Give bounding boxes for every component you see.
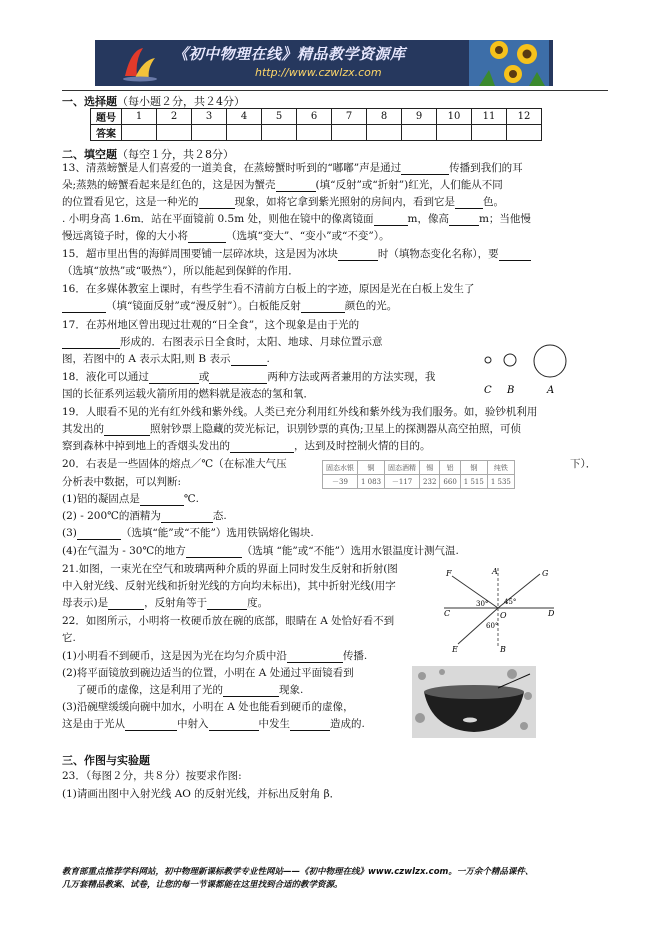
blank[interactable] (149, 372, 199, 384)
ray-label: A (492, 567, 498, 576)
q21-text: 21.如图，一束光在空气和玻璃两种介质的界面上同时发生反射和折射(图 (62, 563, 398, 575)
question-20-part3 (62, 526, 314, 540)
answer-cell[interactable] (297, 125, 332, 141)
melt-header: 钢 (460, 461, 487, 475)
blank[interactable] (207, 598, 247, 610)
question-22-part3b (62, 717, 365, 731)
question-19-line2 (62, 422, 521, 436)
answer-number: 4 (227, 109, 262, 125)
answer-number: 12 (507, 109, 542, 125)
blank[interactable] (455, 197, 483, 209)
melt-value: 232 (420, 475, 440, 489)
answer-number: 2 (157, 109, 192, 125)
answer-row-label: 答案 (91, 125, 122, 141)
q18-text: 两种方法或两者兼用的方法实现，我 (267, 371, 436, 383)
banner-title: 《初中物理在线》精品教学资源库 (173, 45, 406, 63)
q20-text: 分析表中数据，可以判断: (62, 476, 182, 488)
blank[interactable] (140, 494, 184, 506)
q20-text: （选填 “能”或“不能”）选用水银温度计测气温. (241, 545, 459, 557)
q14-text: m；当他慢 (478, 213, 531, 225)
q22-text: 了硬币的虚像，这是利用了光的 (76, 684, 223, 696)
q14-text: （选填“变大”、“变小”或“不变”）。 (226, 230, 390, 242)
question-20-part4 (62, 544, 459, 558)
diagram-label-b: B (507, 385, 515, 396)
q22-text: 它. (62, 632, 76, 644)
melting-point-table (322, 460, 540, 488)
blank[interactable] (290, 719, 330, 731)
question-14-line1 (62, 212, 531, 226)
question-13-line3 (62, 195, 504, 209)
question-15-line1 (62, 247, 531, 261)
answer-cell[interactable] (402, 125, 437, 141)
diagram-label-a: A (547, 385, 555, 396)
q16-text: 16．在多媒体教室上课时，有些学生看不清前方白板上的字迹，原因是光在白板上发生了 (62, 283, 475, 295)
blank[interactable] (301, 301, 345, 313)
section2-title: 二、填空题 (62, 148, 117, 161)
q21-text: 中入射光线、反射光线和折射光线的方向均未标出)，其中折射光线(用字 (62, 580, 396, 592)
q15-text: 时（填物态变化名称），要 (377, 248, 499, 260)
q19-text: 其发出的 (62, 423, 104, 435)
answer-cell[interactable] (122, 125, 157, 141)
q16-text: 颜色的光。 (344, 300, 398, 312)
q21-text: ，反射角等于 (144, 597, 208, 609)
q22-text: 传播. (342, 650, 368, 662)
ray-label: D (548, 609, 555, 618)
question-17-line1 (62, 318, 359, 332)
q20-text: (3) (62, 527, 77, 539)
answer-number: 5 (262, 109, 297, 125)
q14-text: . 小明身高 1.6m．站在平面镜前 0.5m 处，则他在镜中的像离镜面 (62, 213, 374, 225)
blank[interactable] (104, 424, 150, 436)
q18-text: 或 (198, 371, 210, 383)
q22-text: 22．如图所示，小明将一枚硬币放在碗的底部，眼睛在 A 处恰好看不到 (62, 615, 395, 627)
melt-header: 铝 (440, 461, 460, 475)
melt-value: 1 535 (487, 475, 514, 489)
q19-text: 照射钞票上隐藏的荧光标记，识别钞票的真伪;卫星上的探测器从高空拍照，可侦 (150, 423, 522, 435)
earth-circle (504, 354, 516, 366)
answer-table-number-row (91, 109, 542, 125)
section1-heading (62, 93, 245, 109)
section3-title: 三、作图与实验题 (62, 754, 150, 767)
question-13-line2 (62, 178, 503, 192)
question-20-line1 (62, 457, 287, 471)
q20-text: ℃. (183, 493, 199, 505)
question-19-line3 (62, 439, 431, 453)
question-15-line2 (62, 264, 299, 278)
q14-text: m，像高 (407, 213, 449, 225)
question-22-part1 (62, 649, 367, 663)
question-17-line2 (62, 335, 383, 349)
q21-text: 度。 (247, 597, 269, 609)
answer-cell[interactable] (227, 125, 262, 141)
q19-text: 19．人眼看不见的光有红外线和紫外线。人类已充分利用红外线和紫外线为我们服务。如，验钞机利用 (62, 406, 538, 418)
melt-value: －117 (385, 475, 420, 489)
q15-text: （选填“放热”或“吸热”），所以能起到保鲜的作用． (62, 265, 299, 277)
number-row-label: 题号 (91, 109, 122, 125)
q22-text: 现象. (279, 684, 304, 696)
q13-text: (填“反射”或“折射”)红光，人们能从不同 (315, 179, 503, 191)
answer-cell[interactable] (262, 125, 297, 141)
q13-text: 的位置看见它，这是一种光的 (62, 196, 199, 208)
ray-label: G (542, 569, 549, 578)
question-22-part2 (62, 666, 354, 680)
blank[interactable] (276, 180, 316, 192)
answer-number: 1 (122, 109, 157, 125)
angle-label: 45° (504, 598, 517, 606)
question-20-part1 (62, 492, 199, 506)
section1-note: （每小题２分，共２4分） (117, 95, 245, 108)
q20-text: (2) - 200℃的酒精为 (62, 510, 161, 522)
q22-text: (2)将平面镜放到碗边适当的位置，小明在 A 处通过平面镜看到 (62, 667, 354, 679)
ray-label: F (446, 569, 452, 578)
q21-text: 母表示)是 (62, 597, 109, 609)
footer-line2: 几万套精品教案、试卷，让您的每一节课都能在这里找到合适的教学资源。 (62, 880, 343, 890)
q17-text: 17．在苏州地区曾出现过壮观的“日全食”，这个现象是由于光的 (62, 319, 360, 331)
q22-text: (3)沿碗壁缓缓向碗中加水，小明在 A 处也能看到硬币的虚像， (62, 701, 354, 713)
melt-header: 固态水银 (323, 461, 358, 475)
q13-text: 13、清蒸螃蟹是人们喜爱的一道美食，在蒸螃蟹时听到的“嘟嘟”声是通过 (62, 162, 402, 174)
answer-table (90, 108, 542, 141)
question-23-line2 (62, 787, 340, 801)
blank[interactable] (62, 337, 120, 349)
section3-heading (62, 752, 150, 768)
ray-label: O (500, 611, 507, 620)
answer-cell[interactable] (332, 125, 367, 141)
blank[interactable] (125, 719, 177, 731)
eclipse-diagram (470, 343, 570, 397)
q19-text: ，达到及时控制火情的目的。 (294, 440, 431, 452)
blank[interactable] (108, 598, 144, 610)
moon-circle (485, 357, 491, 363)
blank[interactable] (374, 214, 408, 226)
q22-text: 这是由于光从 (62, 718, 125, 730)
answer-number: 3 (192, 109, 227, 125)
melt-value-row (323, 475, 515, 489)
answer-number: 8 (367, 109, 402, 125)
blank[interactable] (230, 441, 294, 453)
blank[interactable] (199, 197, 235, 209)
melt-header: 固态酒精 (385, 461, 420, 475)
q18-text: 18．液化可以通过 (62, 371, 149, 383)
question-13-line1 (62, 161, 523, 175)
question-21-line3 (62, 596, 268, 610)
melt-header: 铜 (358, 461, 385, 475)
melt-value: 1 515 (460, 475, 487, 489)
question-21-line2 (62, 579, 396, 593)
section2-note: （每空１分，共２8分） (117, 148, 234, 161)
question-19-line1 (62, 405, 537, 419)
q22-text: 中发生 (258, 718, 290, 730)
q18-text: 国的长征系列运载火箭所用的燃料就是液态的氢和氧． (62, 388, 314, 400)
angle-label: 30° (476, 600, 489, 608)
blank[interactable] (231, 354, 267, 366)
answer-cell[interactable] (157, 125, 192, 141)
ray-label: B (500, 645, 506, 654)
answer-number: 6 (297, 109, 332, 125)
melt-header: 纯铁 (487, 461, 514, 475)
bowl-coin-photo (412, 666, 536, 738)
question-16-line1 (62, 282, 474, 296)
ray-label: E (452, 645, 458, 654)
question-14-line2 (62, 229, 389, 243)
footer-line1: 教育部重点推荐学科网站，初中物理新课标教学专业性网站——《初中物理在线》www.czwlzx.com。一万余个精品课件、 (62, 867, 534, 877)
q17-text: 形成的．右图表示日全食时，太阳、地球、月球位置示意 (120, 336, 383, 348)
q15-text: 15．超市里出售的海鲜周围要铺一层碎冰块，这是因为冰块 (62, 248, 338, 260)
q13-text: 现象，如将它拿到紫光照射的房间内，看到它是 (234, 196, 455, 208)
answer-cell[interactable] (507, 125, 542, 141)
q14-text: 慢远离镜子时，像的大小将 (62, 230, 188, 242)
question-21-line1 (62, 562, 398, 576)
answer-number: 7 (332, 109, 367, 125)
q13-text: 色。 (483, 196, 504, 208)
site-logo-icon (121, 46, 159, 82)
blank[interactable] (209, 719, 259, 731)
melt-header: 锡 (420, 461, 440, 475)
question-20-line1-end (570, 457, 596, 471)
answer-number: 9 (402, 109, 437, 125)
ray-label: C (444, 609, 451, 618)
blank[interactable] (449, 214, 479, 226)
question-18-line1 (62, 370, 435, 384)
answer-cell[interactable] (472, 125, 507, 141)
question-23-line1 (62, 769, 242, 783)
diagram-label-c: C (484, 385, 492, 396)
blank[interactable] (499, 249, 531, 261)
question-20-line2 (62, 475, 181, 489)
answer-number: 11 (472, 109, 507, 125)
q19-text: 察到森林中掉到地上的香烟头发出的 (62, 440, 230, 452)
question-22-line2 (62, 631, 76, 645)
q22-text: 造成的. (330, 718, 365, 730)
blank[interactable] (62, 301, 106, 313)
header-banner (95, 40, 553, 86)
banner-url: http://www.czwlzx.com (255, 66, 382, 79)
q20-text: （选填“能”或“不能”）选用铁锅熔化锡块. (120, 527, 314, 539)
blank[interactable] (77, 528, 121, 540)
q23-text: (1)请画出图中入射光线 AO 的反射光线，并标出反射角 β． (62, 788, 341, 800)
q13-text: 传播到我们的耳 (449, 162, 523, 174)
question-17-line3: 图，若图中的 A 表示太阳,则 B 表示 . (62, 353, 270, 365)
melt-header-row (323, 461, 515, 475)
q20-text: (4)在气温为 - 30℃的地方 (62, 545, 186, 557)
blank[interactable] (209, 372, 267, 384)
blank[interactable] (223, 685, 279, 697)
q20-text: (1)铝的凝固点是 (62, 493, 140, 505)
sunflower-icon (469, 40, 549, 86)
melt-value: －39 (323, 475, 358, 489)
question-22-part3 (62, 700, 354, 714)
question-18-line2 (62, 387, 314, 401)
top-rule (62, 90, 608, 91)
q22-text: 中射入 (177, 718, 209, 730)
melt-value: 1 083 (358, 475, 385, 489)
q20-text: 态. (212, 510, 227, 522)
light-ray-diagram (444, 564, 560, 654)
question-22-part2b (76, 683, 303, 697)
blank[interactable] (161, 511, 213, 523)
question-22-line1 (62, 614, 394, 628)
section2-heading (62, 146, 234, 162)
q20-text: 下）． (570, 458, 597, 470)
blank[interactable] (287, 651, 343, 663)
q17-text: 图，若图中的 A 表示太阳,则 B 表示 (62, 353, 231, 365)
q22-text: (1)小明看不到硬币，这是因为光在均匀介质中沿 (62, 650, 287, 662)
q16-text: （填“镜面反射”或“漫反射”）。白板能反射 (106, 300, 301, 312)
question-20-part2 (62, 509, 227, 523)
sun-circle (534, 345, 566, 377)
answer-cell[interactable] (367, 125, 402, 141)
angle-label: 60° (486, 622, 499, 630)
answer-cell[interactable] (437, 125, 472, 141)
q13-text: 朵;蒸熟的螃蟹看起来是红色的，这是因为蟹壳 (62, 179, 276, 191)
melt-value: 660 (440, 475, 460, 489)
question-16-line2 (62, 299, 397, 313)
answer-cell[interactable] (192, 125, 227, 141)
answer-number: 10 (437, 109, 472, 125)
blank[interactable] (338, 249, 378, 261)
q23-text: 23．（每图２分，共８分）按要求作图: (62, 770, 242, 782)
blank[interactable] (188, 231, 226, 243)
blank[interactable] (401, 163, 449, 175)
answer-table-answer-row (91, 125, 542, 141)
blank[interactable] (186, 546, 242, 558)
q20-text: 20．右表是一些固体的熔点／℃（在标准大气压 (62, 458, 287, 470)
section1-title: 一、选择题 (62, 95, 117, 108)
